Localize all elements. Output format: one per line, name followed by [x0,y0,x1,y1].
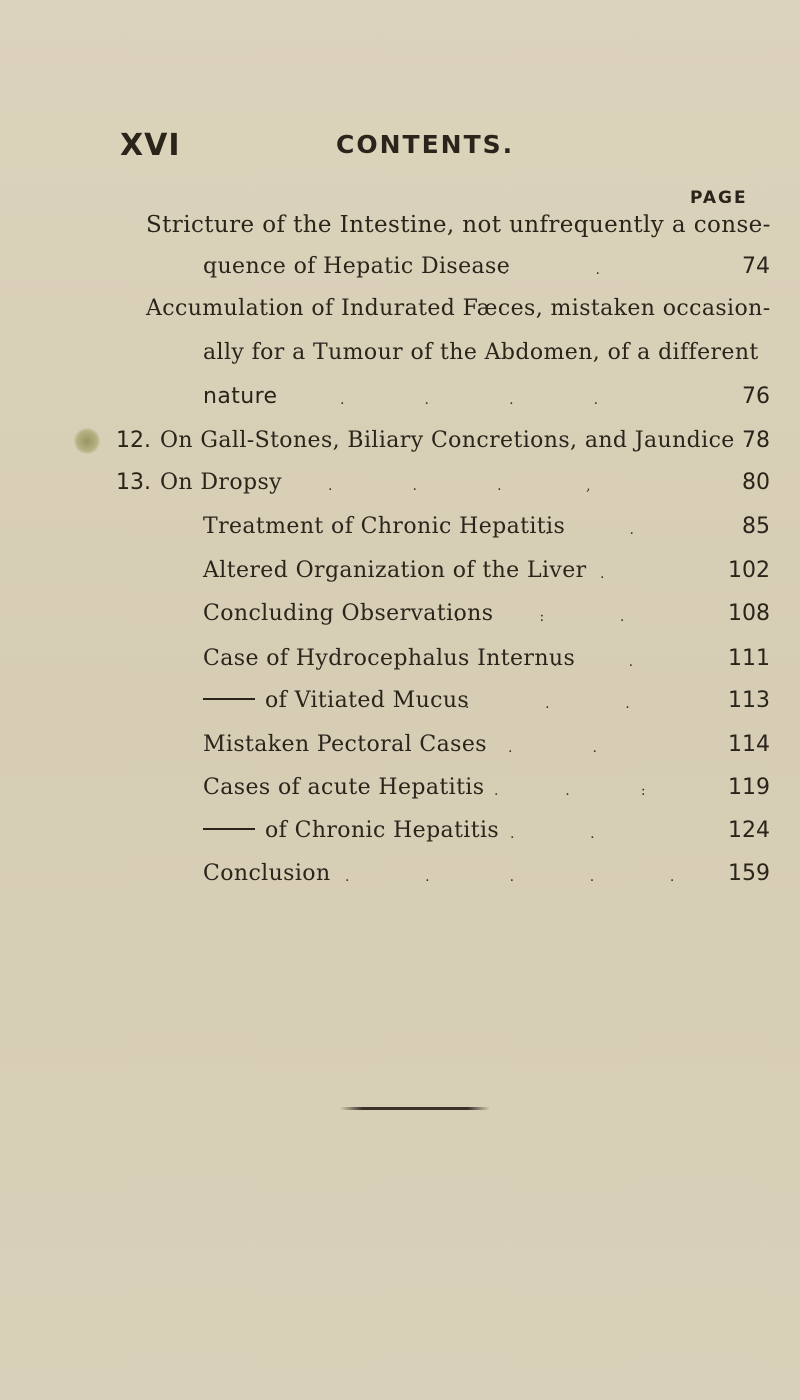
toc-entry-text [203,688,469,713]
toc-entry-text: Treatment of Chronic Hepatitis [203,514,566,539]
toc-entry-page: 119 [728,775,770,800]
leader-dots: . . . [465,696,630,712]
toc-entry-page: 85 [742,514,770,539]
page-title: CONTENTS. [336,130,515,159]
leader-dots: . . . . . [345,869,675,885]
toc-entry-text-label: of Chronic Hepatitis [265,818,500,843]
toc-entry-page: 124 [728,818,770,843]
toc-entry-text: Concluding Observations [203,601,494,626]
toc-entry-page: 111 [728,646,770,671]
toc-entry-text: Conclusion [203,861,331,886]
closing-rule [340,1107,490,1110]
chapter-number: 13. [116,470,151,495]
toc-entry-text: ally for a Tumour of the Abdomen, of a different [203,340,759,365]
toc-entry-text: Stricture of the Intestine, not unfrequently a conse- [146,212,771,238]
leader-dots: . . : [494,783,646,799]
toc-entry-page: 78 [742,428,770,453]
toc-entry-text-label: of Vitiated Mucus [265,688,470,713]
toc-entry-page: 76 [742,384,770,409]
toc-entry-text: Case of Hydrocephalus Internus [203,646,576,671]
ditto-dash [203,828,255,830]
toc-entry-text: Mistaken Pectoral Cases [203,732,487,757]
toc-entry-text: On Gall-Stones, Biliary Concretions, and Jaundice [160,428,735,453]
leader-dots: . [600,566,605,582]
toc-entry-page: 74 [742,254,770,279]
toc-entry-text: nature [203,384,278,409]
leader-dots: . . [502,262,600,278]
toc-entry-text: Cases of acute Hepatitis [203,775,485,800]
leader-dots: . . [545,522,635,538]
toc-entry-page: 80 [742,470,770,495]
toc-entry-page: 102 [728,558,770,583]
stain-mark [74,428,100,454]
page-column-label: PAGE [690,188,748,208]
toc-entry-page: 114 [728,732,770,757]
leader-dots: . : . [455,609,625,625]
toc-entry-text: quence of Hepatic Disease [203,254,511,279]
toc-entry-page: 113 [728,688,770,713]
toc-entry-text: On Dropsy [160,470,283,495]
leader-dots: . . . . [340,392,599,408]
chapter-number: 12. [116,428,151,453]
toc-entry-page: 108 [728,601,770,626]
leader-dots: . . [510,826,595,842]
toc-entry-text: Accumulation of Indurated Fæces, mistaken occasion- [146,296,771,321]
toc-entry-text [203,818,499,843]
toc-entry-page: 159 [728,861,770,886]
toc-entry-text: Altered Organization of the Liver [203,558,587,583]
leader-dots: . . [508,740,598,756]
leader-dots: . . [553,654,634,670]
ditto-dash [203,698,255,700]
leader-dots: . . . , [328,478,591,494]
page-number: XVI [120,128,181,163]
